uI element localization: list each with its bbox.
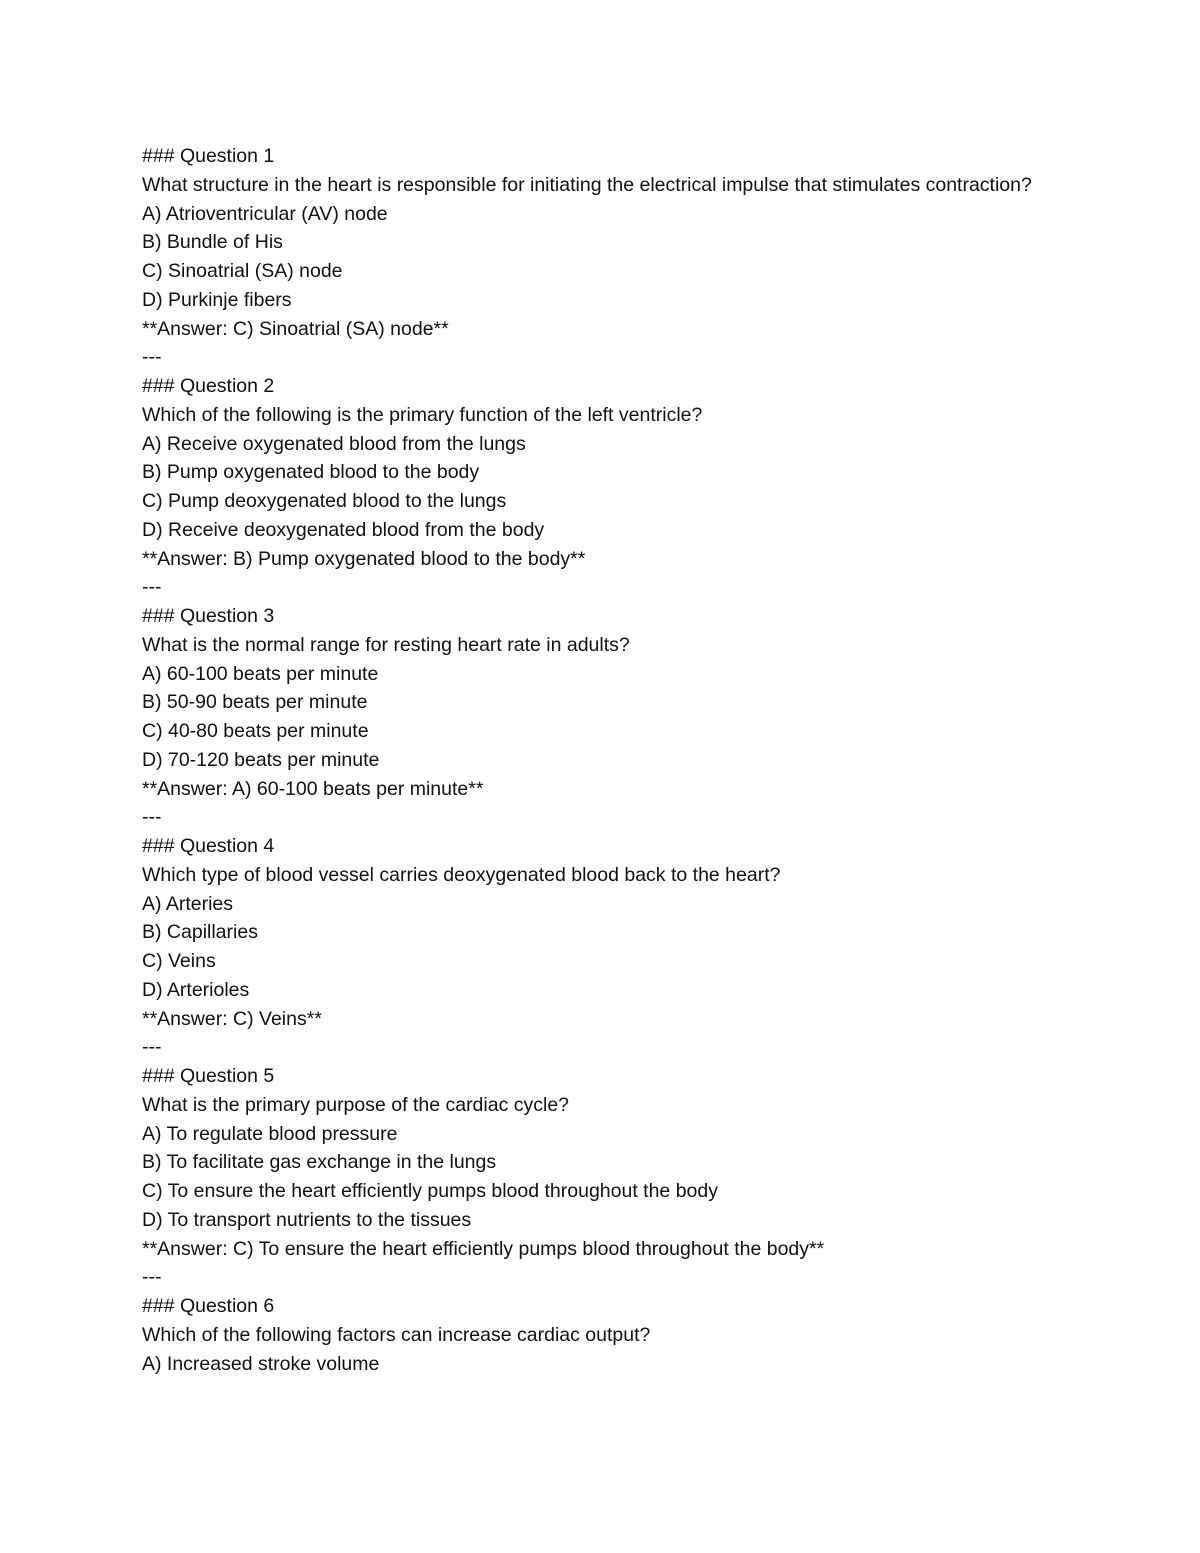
answer-option: B) Pump oxygenated blood to the body bbox=[142, 461, 480, 484]
question-heading: ### Question 2 bbox=[142, 375, 275, 397]
separator: --- bbox=[142, 806, 162, 829]
answer-option: A) Arteries bbox=[142, 892, 234, 915]
correct-answer: **Answer: C) To ensure the heart efficiently pumps blood throughout the body** bbox=[142, 1237, 825, 1260]
question-heading: ### Question 5 bbox=[142, 1065, 275, 1087]
answer-option: D) Purkinje fibers bbox=[142, 288, 292, 311]
question-heading: ### Question 6 bbox=[142, 1295, 275, 1317]
answer-option: C) Veins bbox=[142, 950, 216, 972]
question-heading: ### Question 3 bbox=[142, 605, 275, 627]
correct-answer: **Answer: C) Sinoatrial (SA) node** bbox=[142, 317, 449, 340]
answer-option: A) Increased stroke volume bbox=[142, 1352, 380, 1375]
correct-answer: **Answer: A) 60-100 beats per minute** bbox=[142, 777, 484, 800]
question-heading: ### Question 1 bbox=[142, 145, 275, 167]
correct-answer: **Answer: C) Veins** bbox=[142, 1007, 322, 1030]
document-body bbox=[142, 142, 1142, 1378]
answer-option: C) To ensure the heart efficiently pumps blood throughout the body bbox=[142, 1180, 718, 1202]
answer-option: A) 60-100 beats per minute bbox=[142, 662, 379, 685]
question-prompt: Which of the following is the primary function of the left ventricle? bbox=[142, 403, 703, 426]
answer-option: A) To regulate blood pressure bbox=[142, 1122, 398, 1145]
answer-option: D) Receive deoxygenated blood from the body bbox=[142, 518, 545, 541]
correct-answer: **Answer: B) Pump oxygenated blood to the body** bbox=[142, 547, 586, 570]
question-prompt: What structure in the heart is responsible for initiating the electrical impulse that stimulates contraction? bbox=[142, 173, 1032, 196]
question-prompt: Which type of blood vessel carries deoxygenated blood back to the heart? bbox=[142, 863, 781, 886]
answer-option: B) Capillaries bbox=[142, 921, 258, 944]
question-prompt: What is the normal range for resting heart rate in adults? bbox=[142, 633, 630, 656]
question-block bbox=[142, 142, 1142, 372]
answer-option: C) Sinoatrial (SA) node bbox=[142, 260, 343, 282]
question-block bbox=[142, 1292, 1142, 1378]
separator: --- bbox=[142, 1036, 162, 1059]
separator: --- bbox=[142, 576, 162, 599]
answer-option: D) 70-120 beats per minute bbox=[142, 748, 380, 771]
answer-option: A) Receive oxygenated blood from the lungs bbox=[142, 432, 526, 455]
question-block bbox=[142, 1062, 1142, 1292]
question-block bbox=[142, 602, 1142, 832]
question-prompt: Which of the following factors can increase cardiac output? bbox=[142, 1323, 651, 1346]
answer-option: B) Bundle of His bbox=[142, 231, 283, 254]
answer-option: C) Pump deoxygenated blood to the lungs bbox=[142, 490, 507, 512]
question-block bbox=[142, 832, 1142, 1062]
question-prompt: What is the primary purpose of the cardiac cycle? bbox=[142, 1093, 570, 1116]
answer-option: B) To facilitate gas exchange in the lungs bbox=[142, 1151, 497, 1174]
separator: --- bbox=[142, 1266, 162, 1289]
separator: --- bbox=[142, 346, 162, 369]
answer-option: B) 50-90 beats per minute bbox=[142, 691, 368, 714]
answer-option: D) To transport nutrients to the tissues bbox=[142, 1208, 472, 1231]
question-block bbox=[142, 372, 1142, 602]
answer-option: C) 40-80 beats per minute bbox=[142, 720, 369, 742]
answer-option: A) Atrioventricular (AV) node bbox=[142, 202, 388, 225]
answer-option: D) Arterioles bbox=[142, 978, 250, 1001]
question-heading: ### Question 4 bbox=[142, 835, 275, 857]
